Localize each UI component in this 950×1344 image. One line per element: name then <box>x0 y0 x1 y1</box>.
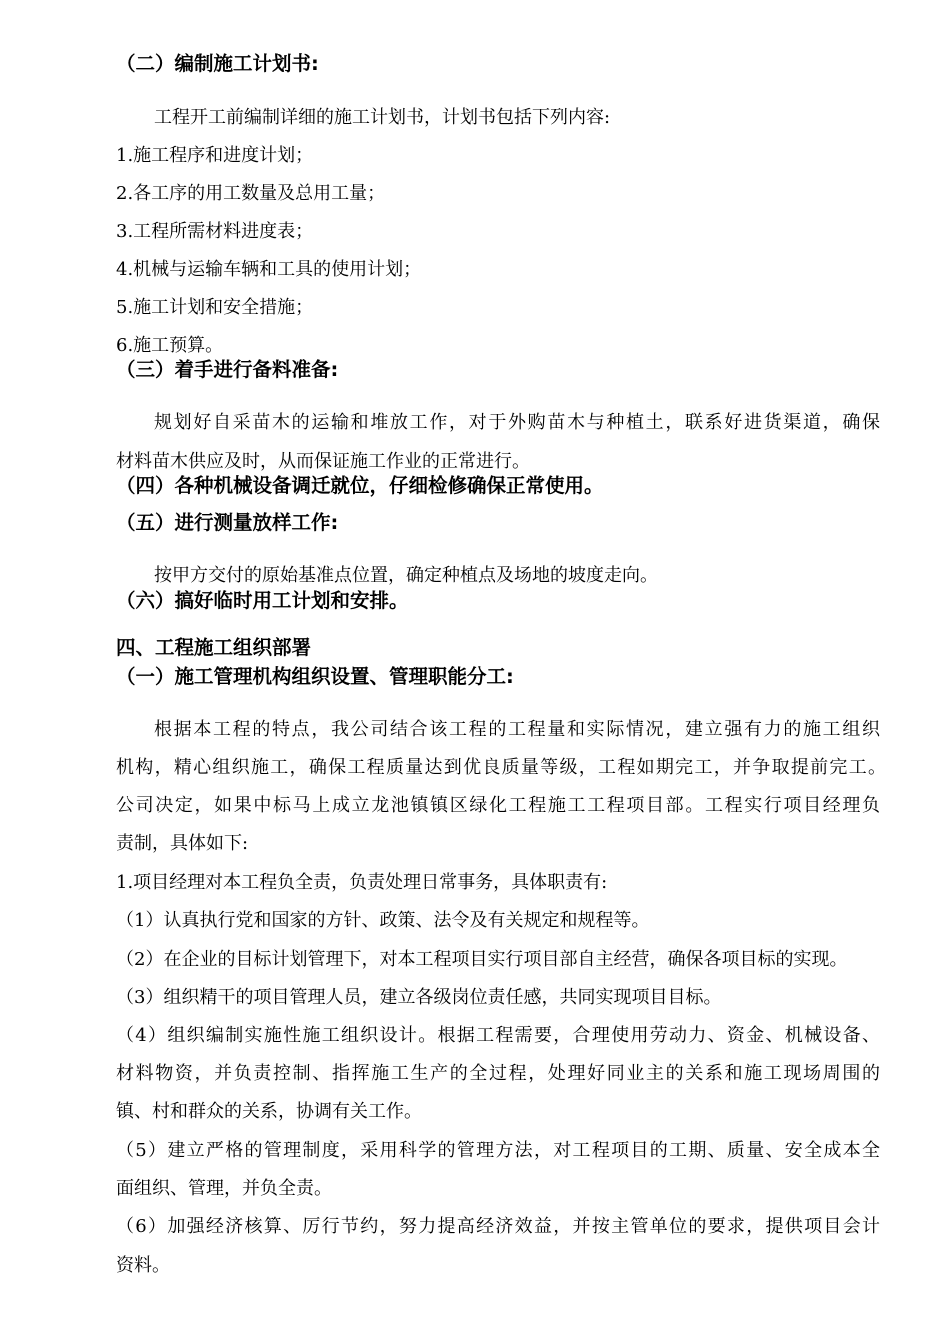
paragraph: 机构，精心组织施工，确保工程质量达到优良质量等级，工程如期完工，并争取提前完工。 <box>116 757 886 778</box>
chapter-heading: 四、工程施工组织部署 <box>116 636 312 659</box>
paragraph: 规划好自采苗木的运输和堆放工作，对于外购苗木与种植土，联系好进货渠道，确保 <box>154 412 880 433</box>
list-item: （4）组织编制实施性施工组织设计。根据工程需要，合理使用劳动力、资金、机械设备、 <box>116 1025 880 1046</box>
paragraph: 按甲方交付的原始基准点位置，确定种植点及场地的坡度走向。 <box>154 565 658 586</box>
paragraph: 工程开工前编制详细的施工计划书，计划书包括下列内容: <box>154 107 611 128</box>
list-item: （3）组织精干的项目管理人员，建立各级岗位责任感，共同实现项目目标。 <box>116 987 722 1008</box>
paragraph: 镇、村和群众的关系，协调有关工作。 <box>116 1101 422 1122</box>
paragraph: 责制，具体如下: <box>116 833 249 854</box>
section-heading: （三）着手进行备料准备: <box>116 358 339 381</box>
section-heading: （二）编制施工计划书: <box>116 52 319 75</box>
paragraph: 根据本工程的特点，我公司结合该工程的工程量和实际情况，建立强有力的施工组织 <box>154 719 880 740</box>
paragraph: 材料苗木供应及时，从而保证施工作业的正常进行。 <box>116 451 530 472</box>
paragraph: 面组织、管理，并负全责。 <box>116 1178 332 1199</box>
list-item: 1.施工程序和进度计划； <box>116 145 314 166</box>
section-heading: （一）施工管理机构组织设置、管理职能分工: <box>116 665 514 688</box>
section-heading: （六）搞好临时用工计划和安排。 <box>116 589 409 612</box>
section-heading: （四）各种机械设备调迁就位，仔细检修确保正常使用。 <box>116 474 604 497</box>
list-item: 2.各工序的用工数量及总用工量； <box>116 183 386 204</box>
list-item: （5）建立严格的管理制度，采用科学的管理方法，对工程项目的工期、质量、安全成本全 <box>116 1140 880 1161</box>
list-item: （1）认真执行党和国家的方针、政策、法令及有关规定和规程等。 <box>116 910 650 931</box>
list-item: （2）在企业的目标计划管理下，对本工程项目实行项目部自主经营，确保各项目标的实现。 <box>116 949 848 970</box>
list-item: 6.施工预算。 <box>116 335 224 356</box>
list-item: 1.项目经理对本工程负全责，负责处理日常事务，具体职责有: <box>116 872 608 893</box>
paragraph: 资料。 <box>116 1255 170 1276</box>
list-item: 4.机械与运输车辆和工具的使用计划； <box>116 259 422 280</box>
paragraph: 材料物资，并负责控制、指挥施工生产的全过程，处理好同业主的关系和施工现场周围的 <box>116 1063 880 1084</box>
list-item: 5.施工计划和安全措施； <box>116 297 314 318</box>
list-item: （6）加强经济核算、厉行节约，努力提高经济效益，并按主管单位的要求，提供项目会计 <box>116 1216 880 1237</box>
section-heading: （五）进行测量放样工作: <box>116 511 339 534</box>
list-item: 3.工程所需材料进度表； <box>116 221 314 242</box>
paragraph: 公司决定，如果中标马上成立龙池镇镇区绿化工程施工工程项目部。工程实行项目经理负 <box>116 795 880 816</box>
